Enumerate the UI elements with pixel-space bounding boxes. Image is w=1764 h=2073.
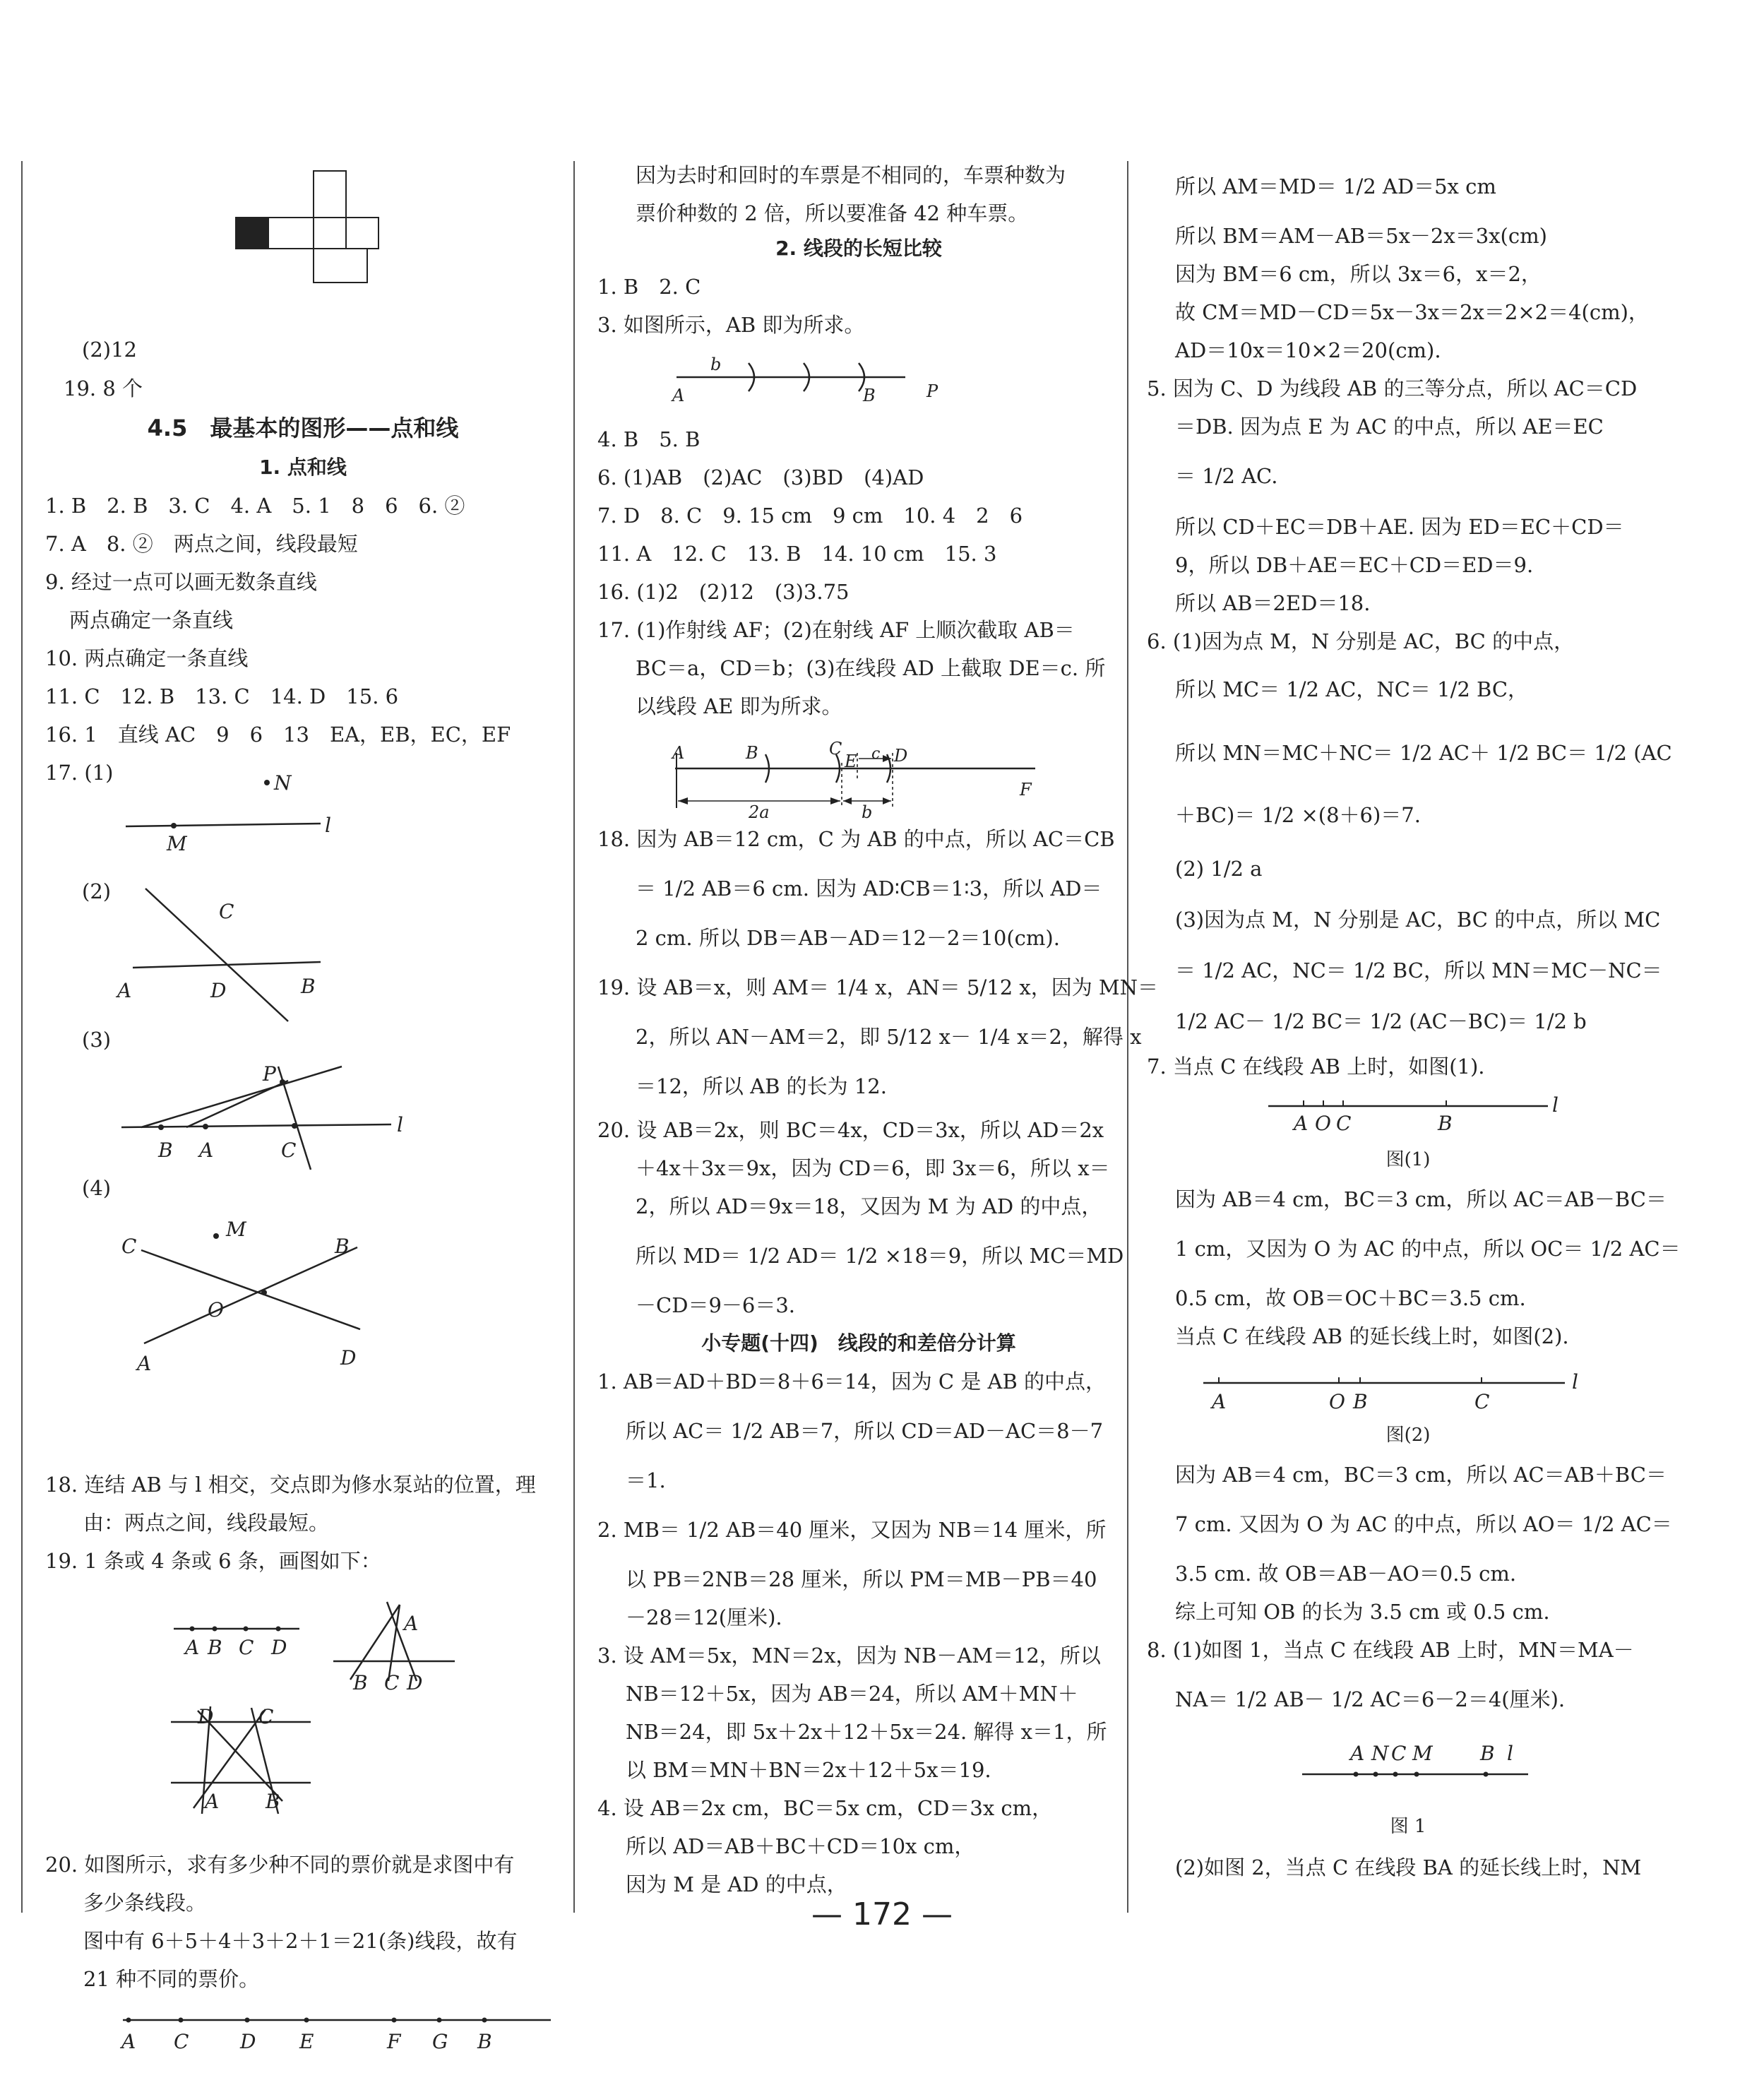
fig-label: P <box>926 381 938 401</box>
answer-line: 2，所以 AN－AM＝2，即 5/12 x－ 1/4 x＝2，解得 x <box>636 1025 1142 1049</box>
figure-17-3 <box>116 1038 412 1165</box>
fig-label: F <box>387 2030 401 2053</box>
figure-17-4 <box>116 1180 384 1375</box>
answer-line: 20. 设 AB＝2x，则 BC＝4x，CD＝3x，所以 AD＝2x <box>597 1118 1104 1142</box>
answer-line: 所以 AM＝MD＝ 1/2 AD＝5x cm <box>1175 174 1496 198</box>
fig-label: D <box>407 1671 423 1694</box>
fig-label: A <box>1212 1390 1227 1413</box>
answer-line: 0.5 cm，故 OB＝OC＋BC＝3.5 cm. <box>1175 1286 1526 1310</box>
answer-line: ＝ 1/2 AB＝6 cm. 因为 AD∶CB＝1∶3，所以 AD＝ <box>636 877 1102 901</box>
fig-label: B <box>353 1671 368 1694</box>
answer-line: ＝ 1/2 AC. <box>1175 464 1278 488</box>
answer-line: 因为 M 是 AD 的中点， <box>626 1872 847 1896</box>
fig-label: O <box>1315 1112 1331 1135</box>
fig-label: A <box>1294 1112 1309 1135</box>
answer-line: 11. C 12. B 13. C 14. D 15. 6 <box>45 684 399 708</box>
fig-label: B <box>301 975 316 998</box>
figure-7-2 <box>1200 1370 1596 1413</box>
fig-label: O <box>1329 1390 1345 1413</box>
fig-label: l <box>1507 1742 1513 1765</box>
fig-label: B <box>208 1636 222 1659</box>
answer-line: 所以 MN＝MC＋NC＝ 1/2 AC＋ 1/2 BC＝ 1/2 (AC <box>1175 741 1672 765</box>
answer-line: 8. (1)如图 1，当点 C 在线段 AB 上时，MN＝MA－ <box>1147 1638 1634 1662</box>
answer-line: 19. 8 个 <box>64 376 143 400</box>
answer-line: ＝ 1/2 AC，NC＝ 1/2 BC，所以 MN＝MC－NC＝ <box>1175 958 1662 982</box>
fig-label: N <box>1371 1742 1389 1765</box>
answer-line: 1/2 AC－ 1/2 BC＝ 1/2 (AC－BC)＝ 1/2 b <box>1175 1009 1587 1033</box>
answer-line: (2)12 <box>82 338 137 362</box>
fig-label: 2a <box>749 802 770 822</box>
figure-8-1 <box>1299 1735 1539 1791</box>
answer-line: 7. 当点 C 在线段 AB 上时，如图(1). <box>1147 1055 1485 1079</box>
figure-17-2 <box>116 883 384 1024</box>
answer-line: 以 BM＝MN＋BN＝2x＋12＋5x＝19. <box>626 1758 991 1782</box>
answer-line: 1 cm，又因为 O 为 AC 的中点，所以 OC＝ 1/2 AC＝ <box>1175 1237 1681 1261</box>
figure-20 <box>113 2003 565 2053</box>
subsection-title: 小专题(十四) 线段的和差倍分计算 <box>701 1331 1016 1355</box>
answer-line: 由：两点之间，线段最短。 <box>83 1511 330 1535</box>
fig-label: D <box>210 979 227 1002</box>
fig-label: C <box>829 739 842 759</box>
answer-line: 18. 连结 AB 与 l 相交，交点即为修水泵站的位置，理 <box>45 1473 536 1497</box>
fig-label: A <box>117 979 132 1002</box>
fig-label: B <box>1438 1112 1453 1135</box>
fig-label: B <box>158 1139 173 1162</box>
answer-line: ＋BC)＝ 1/2 ×(8＋6)＝7. <box>1175 803 1421 827</box>
fig-label: G <box>432 2030 448 2053</box>
answer-line: 16. 1 直线 AC 9 6 13 EA，EB，EC，EF <box>45 723 511 747</box>
fig-label: B <box>335 1235 350 1258</box>
figure-caption: 图 1 <box>1390 1816 1426 1837</box>
answer-line: 5. 因为 C、D 为线段 AB 的三等分点，所以 AC＝CD <box>1147 376 1638 400</box>
answer-line: 综上可知 OB 的长为 3.5 cm 或 0.5 cm. <box>1175 1600 1550 1624</box>
answer-line: ＝1. <box>626 1468 666 1492</box>
fig-label: A <box>137 1352 152 1375</box>
answer-line: 因为去时和回时的车票是不相同的，车票种数为 <box>636 163 1066 187</box>
answer-line: 19. 1 条或 4 条或 6 条，画图如下： <box>45 1549 381 1573</box>
answer-line: NA＝ 1/2 AB－ 1/2 AC＝6－2＝4(厘米). <box>1175 1687 1566 1711</box>
answer-line: 故 CM＝MD－CD＝5x－3x＝2x＝2×2＝4(cm)， <box>1175 300 1649 324</box>
answer-line: 3. 如图所示，AB 即为所求。 <box>597 313 865 337</box>
figure-7-1 <box>1265 1092 1576 1134</box>
answer-line: 9. 经过一点可以画无数条直线 <box>45 570 317 594</box>
answer-line: 因为 AB＝4 cm，BC＝3 cm，所以 AC＝AB＋BC＝ <box>1175 1463 1667 1487</box>
answer-line: ＝DB. 因为点 E 为 AC 的中点，所以 AE＝EC <box>1175 415 1604 439</box>
fig-label: O <box>208 1298 224 1321</box>
fig-label: N <box>274 771 292 795</box>
answer-line: 所以 MD＝ 1/2 AD＝ 1/2 ×18＝9，所以 MC＝MD <box>636 1244 1124 1268</box>
answer-line: 21 种不同的票价。 <box>83 1967 260 1991</box>
fig-label: b <box>710 355 722 374</box>
answer-line: 图中有 6＋5＋4＋3＋2＋1＝21(条)线段，故有 <box>83 1929 518 1953</box>
answer-line: (3)因为点 M，N 分别是 AC，BC 的中点，所以 MC <box>1175 908 1661 932</box>
answer-line: 6. (1)AB (2)AC (3)BD (4)AD <box>597 465 924 489</box>
answer-line: 1. B 2. B 3. C 4. A 5. 1 8 6 6. ② <box>45 494 465 518</box>
fig-label: C <box>384 1671 400 1694</box>
answer-line: 2. MB＝ 1/2 AB＝40 厘米，又因为 NB＝14 厘米，所 <box>597 1518 1107 1542</box>
fig-label: l <box>1572 1370 1578 1394</box>
figure-19-c <box>169 1702 339 1822</box>
answer-line: (2) <box>82 879 112 903</box>
column-divider-left <box>21 161 23 1913</box>
answer-line: 4. B 5. B <box>597 427 701 451</box>
fig-label: C <box>174 2030 189 2053</box>
answer-line: 19. 设 AB＝x，则 AM＝ 1/4 x，AN＝ 5/12 x，因为 MN＝ <box>597 975 1159 999</box>
figure-17 <box>668 735 1063 822</box>
fig-label: C <box>1474 1390 1490 1413</box>
answer-line: 1. AB＝AD＋BD＝8＋6＝14，因为 C 是 AB 的中点， <box>597 1370 1107 1394</box>
answer-line: 17. (1) <box>45 761 114 785</box>
fig-label: C <box>281 1139 297 1162</box>
fig-label: C <box>219 900 234 923</box>
fig-label: B <box>266 1790 280 1813</box>
answer-line: (3) <box>82 1028 112 1052</box>
fig-label: C <box>1391 1742 1407 1765</box>
answer-line: 所以 MC＝ 1/2 AC，NC＝ 1/2 BC， <box>1175 677 1529 701</box>
answer-line: NB＝12＋5x，因为 AB＝24，所以 AM＋MN＋ <box>626 1682 1078 1706</box>
answer-line: 2，所以 AD＝9x＝18，又因为 M 为 AD 的中点， <box>636 1194 1102 1218</box>
fig-label: l <box>397 1113 403 1136</box>
subsection-title: 2. 线段的长短比较 <box>775 237 942 260</box>
fig-label: A <box>404 1612 419 1635</box>
column-divider-mid1 <box>573 161 575 1913</box>
answer-line: (2)如图 2，当点 C 在线段 BA 的延长线上时，NM <box>1175 1855 1642 1879</box>
answer-line: 3.5 cm. 故 OB＝AB－AO＝0.5 cm. <box>1175 1562 1517 1586</box>
fig-label: C <box>1336 1112 1352 1135</box>
answer-line: 20. 如图所示，求有多少种不同的票价就是求图中有 <box>45 1853 515 1877</box>
answer-line: 因为 BM＝6 cm，所以 3x＝6，x＝2， <box>1175 262 1542 286</box>
answer-line: BC＝a，CD＝b；(3)在线段 AD 上截取 DE＝c. 所 <box>636 656 1106 680</box>
fig-label: B <box>863 386 876 405</box>
fig-label: M <box>226 1218 246 1241</box>
figure-19-b <box>329 1596 470 1702</box>
answer-line: 11. A 12. C 13. B 14. 10 cm 15. 3 <box>597 542 997 566</box>
answer-line: 4. 设 AB＝2x cm，BC＝5x cm，CD＝3x cm， <box>597 1796 1053 1820</box>
fig-label: D <box>271 1636 287 1659</box>
answer-line: 两点确定一条直线 <box>69 608 234 632</box>
fig-label: E <box>299 2030 314 2053</box>
answer-line: 9，所以 DB＋AE＝EC＋CD＝ED＝9. <box>1175 553 1534 577</box>
fig-label: A <box>672 386 685 405</box>
answer-line: NB＝24，即 5x＋2x＋12＋5x＝24. 解得 x＝1，所 <box>626 1720 1107 1744</box>
answer-line: 6. (1)因为点 M，N 分别是 AC，BC 的中点， <box>1147 629 1575 653</box>
fig-label: A <box>1350 1742 1365 1765</box>
answer-line: 1. B 2. C <box>597 275 701 299</box>
fig-label: M <box>1412 1742 1433 1765</box>
fig-label: A <box>121 2030 136 2053</box>
answer-line: ＋4x＋3x＝9x，因为 CD＝6，即 3x＝6，所以 x＝ <box>636 1156 1110 1180</box>
fig-label: C <box>121 1235 137 1258</box>
fig-label: B <box>1480 1742 1495 1765</box>
answer-line: 7. A 8. ② 两点之间，线段最短 <box>45 532 358 556</box>
figure-caption: 图(2) <box>1385 1425 1431 1446</box>
answer-line: 所以 CD＋EC＝DB＋AE. 因为 ED＝EC＋CD＝ <box>1175 515 1624 539</box>
fig-label: D <box>240 2030 256 2053</box>
answer-line: 以线段 AE 即为所求。 <box>636 694 842 718</box>
fig-label: E <box>845 752 857 771</box>
fig-label: B <box>746 743 758 763</box>
answer-line: －28＝12(厘米). <box>626 1605 782 1629</box>
fig-label: A <box>205 1790 220 1813</box>
answer-line: AD＝10x＝10×2＝20(cm). <box>1175 338 1441 362</box>
fig-label: l <box>1552 1093 1559 1117</box>
answer-line: 16. (1)2 (2)12 (3)3.75 <box>597 580 850 604</box>
fig-label: D <box>894 746 908 766</box>
fig-label: b <box>862 802 873 822</box>
answer-line: 所以 AD＝AB＋BC＋CD＝10x cm， <box>626 1834 975 1858</box>
answer-line: 2 cm. 所以 DB＝AB－AD＝12－2＝10(cm). <box>636 926 1060 950</box>
answer-line: 7 cm. 又因为 O 为 AC 的中点，所以 AO＝ 1/2 AC＝ <box>1175 1512 1672 1536</box>
answer-line: 因为 AB＝4 cm，BC＝3 cm，所以 AC＝AB－BC＝ <box>1175 1187 1667 1211</box>
fig-label: C <box>239 1636 254 1659</box>
figure-19-a <box>172 1603 314 1660</box>
fig-label: P <box>263 1062 276 1086</box>
answer-line: 以 PB＝2NB＝28 厘米，所以 PM＝MB－PB＝40 <box>626 1567 1097 1591</box>
answer-line: －CD＝9－6＝3. <box>636 1293 796 1317</box>
page-number: — 172 — <box>811 1896 953 1932</box>
answer-line: 17. (1)作射线 AF；(2)在射线 AF 上顺次截取 AB＝ <box>597 618 1075 642</box>
fig-label: D <box>198 1705 214 1728</box>
fig-label: B <box>1353 1390 1368 1413</box>
subsection-title: 1. 点和线 <box>259 456 347 479</box>
fig-label: l <box>325 814 331 837</box>
figure-caption: 图(1) <box>1385 1149 1431 1170</box>
answer-line: 票价种数的 2 倍，所以要准备 42 种车票。 <box>636 201 1029 225</box>
fig-label: A <box>199 1139 214 1162</box>
answer-line: (2) 1/2 a <box>1175 857 1263 881</box>
fig-label: M <box>167 832 187 855</box>
figure-3 <box>672 357 969 407</box>
fig-label: D <box>340 1346 357 1370</box>
answer-line: 10. 两点确定一条直线 <box>45 646 249 670</box>
fig-label: A <box>672 743 685 763</box>
answer-line: 所以 AB＝2ED＝18. <box>1175 591 1371 615</box>
answer-line: 所以 AC＝ 1/2 AB＝7，所以 CD＝AD－AC＝8－7 <box>626 1419 1104 1443</box>
answer-line: 3. 设 AM＝5x，MN＝2x，因为 NB－AM＝12，所以 <box>597 1644 1101 1668</box>
answer-line: 多少条线段。 <box>83 1891 207 1915</box>
fig-label: A <box>185 1636 200 1659</box>
answer-line: 所以 BM＝AM－AB＝5x－2x＝3x(cm) <box>1175 224 1547 248</box>
fig-label: C <box>258 1705 274 1728</box>
section-title: 4.5 最基本的图形——点和线 <box>147 415 459 441</box>
answer-line: 18. 因为 AB＝12 cm，C 为 AB 的中点，所以 AC＝CB <box>597 827 1115 851</box>
cube-net-figure <box>234 170 404 332</box>
fig-label: c <box>871 745 881 763</box>
answer-line: (4) <box>82 1176 112 1200</box>
figure-17-1 <box>116 767 398 855</box>
fig-label: F <box>1020 780 1032 800</box>
answer-line: 7. D 8. C 9. 15 cm 9 cm 10. 4 2 6 <box>597 504 1023 528</box>
answer-line: ＝12，所以 AB 的长为 12. <box>636 1074 887 1098</box>
answer-line: 当点 C 在线段 AB 的延长线上时，如图(2). <box>1175 1324 1569 1348</box>
fig-label: B <box>477 2030 492 2053</box>
